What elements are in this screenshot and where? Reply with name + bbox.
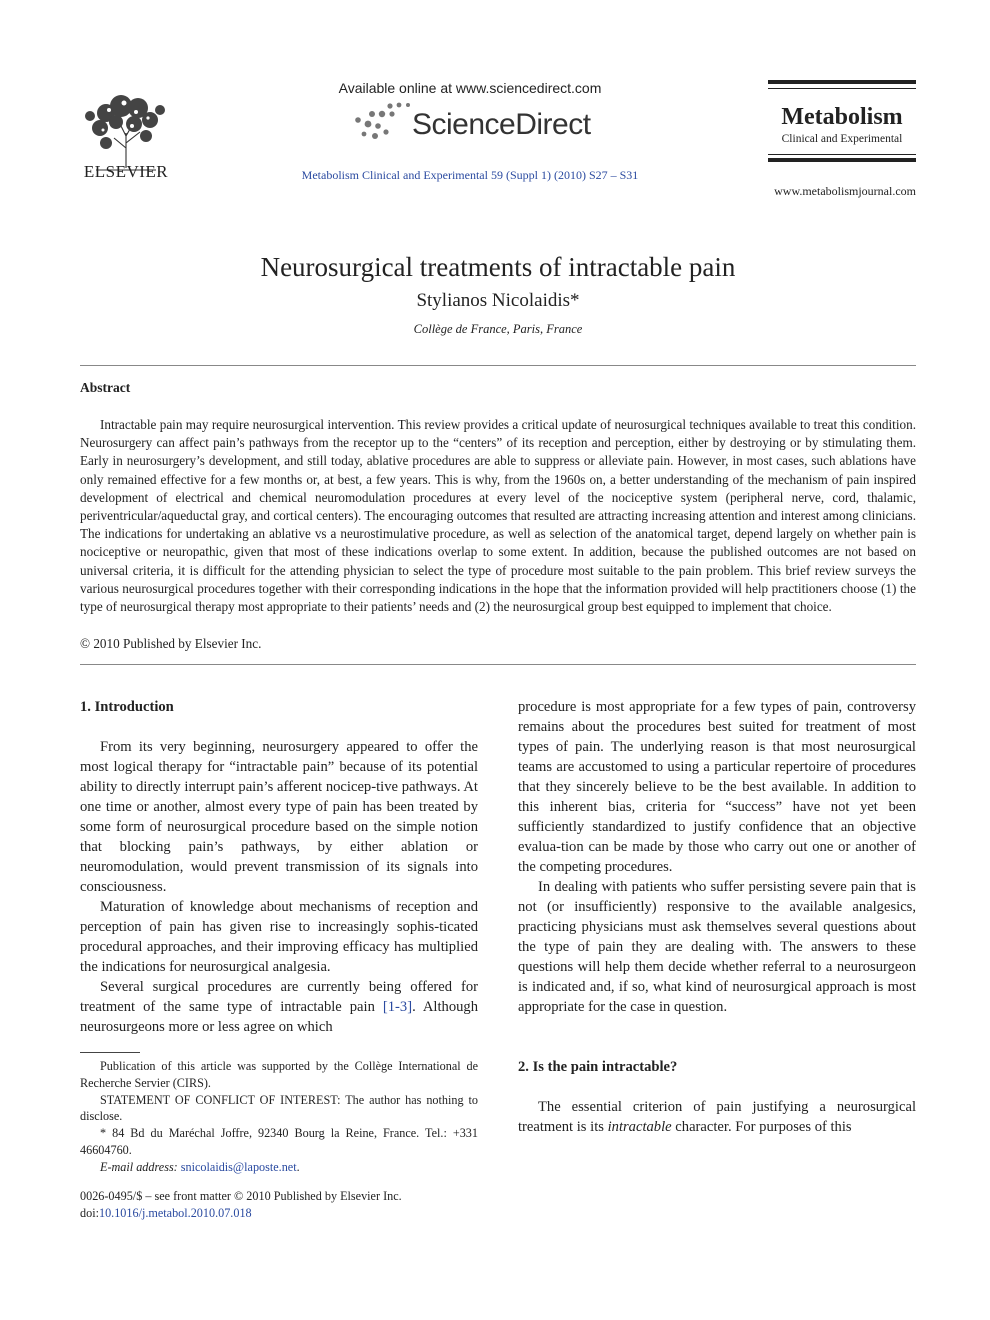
abstract-bottom-divider	[80, 664, 916, 665]
abstract-body: Intractable pain may require neurosurgical intervention. This review provides a critical update of neurosurgical techniques available to treat this condition. Neurosurgery can affect pain’s pathways from the receptor up to the “centers” of its reception and perception, either by destroying or by stimulating them. Early in neurosurgery’s development, and still today, ablative procedures are able to suppress or alleviate pain. However, in most cases, such ablations have only remained effective for a few months or, at best, a few years. This is why, from the 1960s on, a better understanding of the mechanism of pain inspired development of electrical and chemical neuromodulation procedures at every level of the nociceptive system (peripheral nerve, cord, thalamic, periventricular/aqueductal gray, and cortical centers). The encouraging outcomes that resulted are attracting increasing attention and interest among clinicians. The indications for undertaking an ablative vs a neurostimulative procedure, as well as selection of the anatomical target, depend largely on whether pain is nociceptive or neuropathic, given that most of these indications overlap to some extent. In addition, because the published outcomes are not based on universal criteria, it is difficult for the attending physician to select the type of procedure most suitable to the pain problem. This brief review surveys the various neurosurgical procedures together with their corresponding indications in the hope that the information provided will help practitioners choose (1) the type of neurosurgical therapy most appropriate to their patients’ needs and (2) the neurosurgical group best equipped to implement that choice.	[80, 417, 916, 615]
footnote-conflict: STATEMENT OF CONFLICT OF INTEREST: The author has nothing to disclose.	[80, 1092, 478, 1124]
abstract-heading: Abstract	[80, 380, 131, 395]
journal-logo-rule-bottom-thin	[768, 154, 916, 155]
section-heading-introduction: 1. Introduction	[80, 699, 174, 715]
author-affiliation: Collège de France, Paris, France	[413, 322, 583, 336]
email-label: E-mail address:	[100, 1159, 178, 1174]
abstract-copyright: © 2010 Published by Elsevier Inc.	[80, 636, 262, 651]
right-column	[518, 697, 916, 1137]
doi-link[interactable]: 10.1016/j.metabol.2010.07.018	[98, 1206, 252, 1220]
issn-line: 0026-0495/$ – see front matter © 2010 Published by Elsevier Inc.	[80, 1189, 402, 1203]
email-end: .	[296, 1159, 300, 1174]
intro-paragraph-1: From its very beginning, neurosurgery appeared to offer the most logical therapy for “intractable pain” because of its potential ability to directly interrupt pain’s afferent nocicep-tive pathways. At one time or another, almost every type of pain has been treated by some form of neurosurgical procedure based on the simple notion that blocking pain’s pathways, by either ablation or neuromodulation, would prevent transmission of its signals into consciousness.	[80, 739, 478, 895]
intro-paragraph-3	[80, 977, 478, 1037]
doi-label: doi:	[80, 1206, 99, 1220]
journal-logo-rule-bottom	[768, 158, 916, 162]
journal-name: Metabolism	[781, 104, 903, 130]
reference-link-1-3[interactable]: [1-3]	[382, 999, 413, 1015]
right-paragraph-3	[518, 1097, 916, 1137]
publisher-name: ELSEVIER	[83, 162, 169, 181]
journal-url-link[interactable]: www.metabolismjournal.com	[774, 184, 916, 198]
journal-citation-link[interactable]: Metabolism Clinical and Experimental 59 (Suppl 1) (2010) S27 – S31	[301, 168, 639, 182]
footnote-divider	[80, 1052, 140, 1053]
section-heading-intractable: 2. Is the pain intractable?	[518, 1059, 678, 1075]
footnote-email	[80, 1159, 478, 1176]
article-title: Neurosurgical treatments of intractable pain	[260, 252, 736, 282]
email-link[interactable]: snicolaidis@laposte.net	[180, 1159, 297, 1174]
journal-subtitle: Clinical and Experimental	[781, 133, 903, 145]
intro-paragraph-3-text: Several surgical procedures are currently being offered for treatment of the same type of intractable pain	[80, 979, 478, 1015]
front-matter	[80, 1188, 478, 1222]
right-paragraph-3-text: The essential criterion of pain justifying a neurosurgical treatment is its	[518, 1099, 916, 1135]
intractable-emphasis: intractable	[607, 1119, 672, 1135]
available-online-text: Available online at www.sciencedirect.com	[338, 80, 602, 96]
footnote-address: * 84 Bd du Maréchal Joffre, 92340 Bourg la Reine, France. Tel.: +331 46604760.	[80, 1126, 478, 1157]
left-column	[80, 697, 478, 1037]
right-paragraph-2: In dealing with patients who suffer persisting severe pain that is not (or insufficiently) responsive to the available analgesics, practicing physicians must ask themselves several questions about the type of pain they are dealing with. The answers to these questions will help them decide whether referral to a neurosurgeon is indicated and, if so, what kind of neurosurgical approach is most appropriate for the case in question.	[518, 879, 916, 1015]
sciencedirect-wordmark: ScienceDirect	[412, 108, 591, 141]
footnotes	[80, 1058, 478, 1176]
intro-paragraph-3-end: . Although neurosurgeons more or less agree on which	[80, 999, 479, 1035]
abstract-top-divider	[80, 365, 916, 366]
doi-line	[80, 1205, 478, 1222]
article-author: Stylianos Nicolaidis*	[416, 290, 580, 311]
right-paragraph-1: procedure is most appropriate for a few types of pain, controversy remains about the procedures best suited for treatment of most types of pain. The underlying reason is that most neurosurgical teams are accustomed to using a particular repertoire of procedures that they sincerely believe to be the best available. In addition to this inherent bias, criteria for “success” have not yet been sufficiently standardized to justify confidence that an objective evalua-tion can be made by those who carry out one or another of the competing procedures.	[518, 699, 916, 875]
journal-logo-rule-top-thin	[768, 88, 916, 89]
intro-paragraph-2: Maturation of knowledge about mechanisms of reception and perception of pain has given rise to increasingly sophis-ticated procedural approaches, and their improving efficacy has multiplied the indications for neurosurgical analgesia.	[80, 899, 478, 975]
footnote-funding: Publication of this article was supported by the Collège International de Recherche Servier (CIRS).	[80, 1059, 478, 1090]
right-paragraph-3-end: character. For purposes of this	[675, 1119, 852, 1135]
journal-logo-rule-top	[768, 80, 916, 84]
